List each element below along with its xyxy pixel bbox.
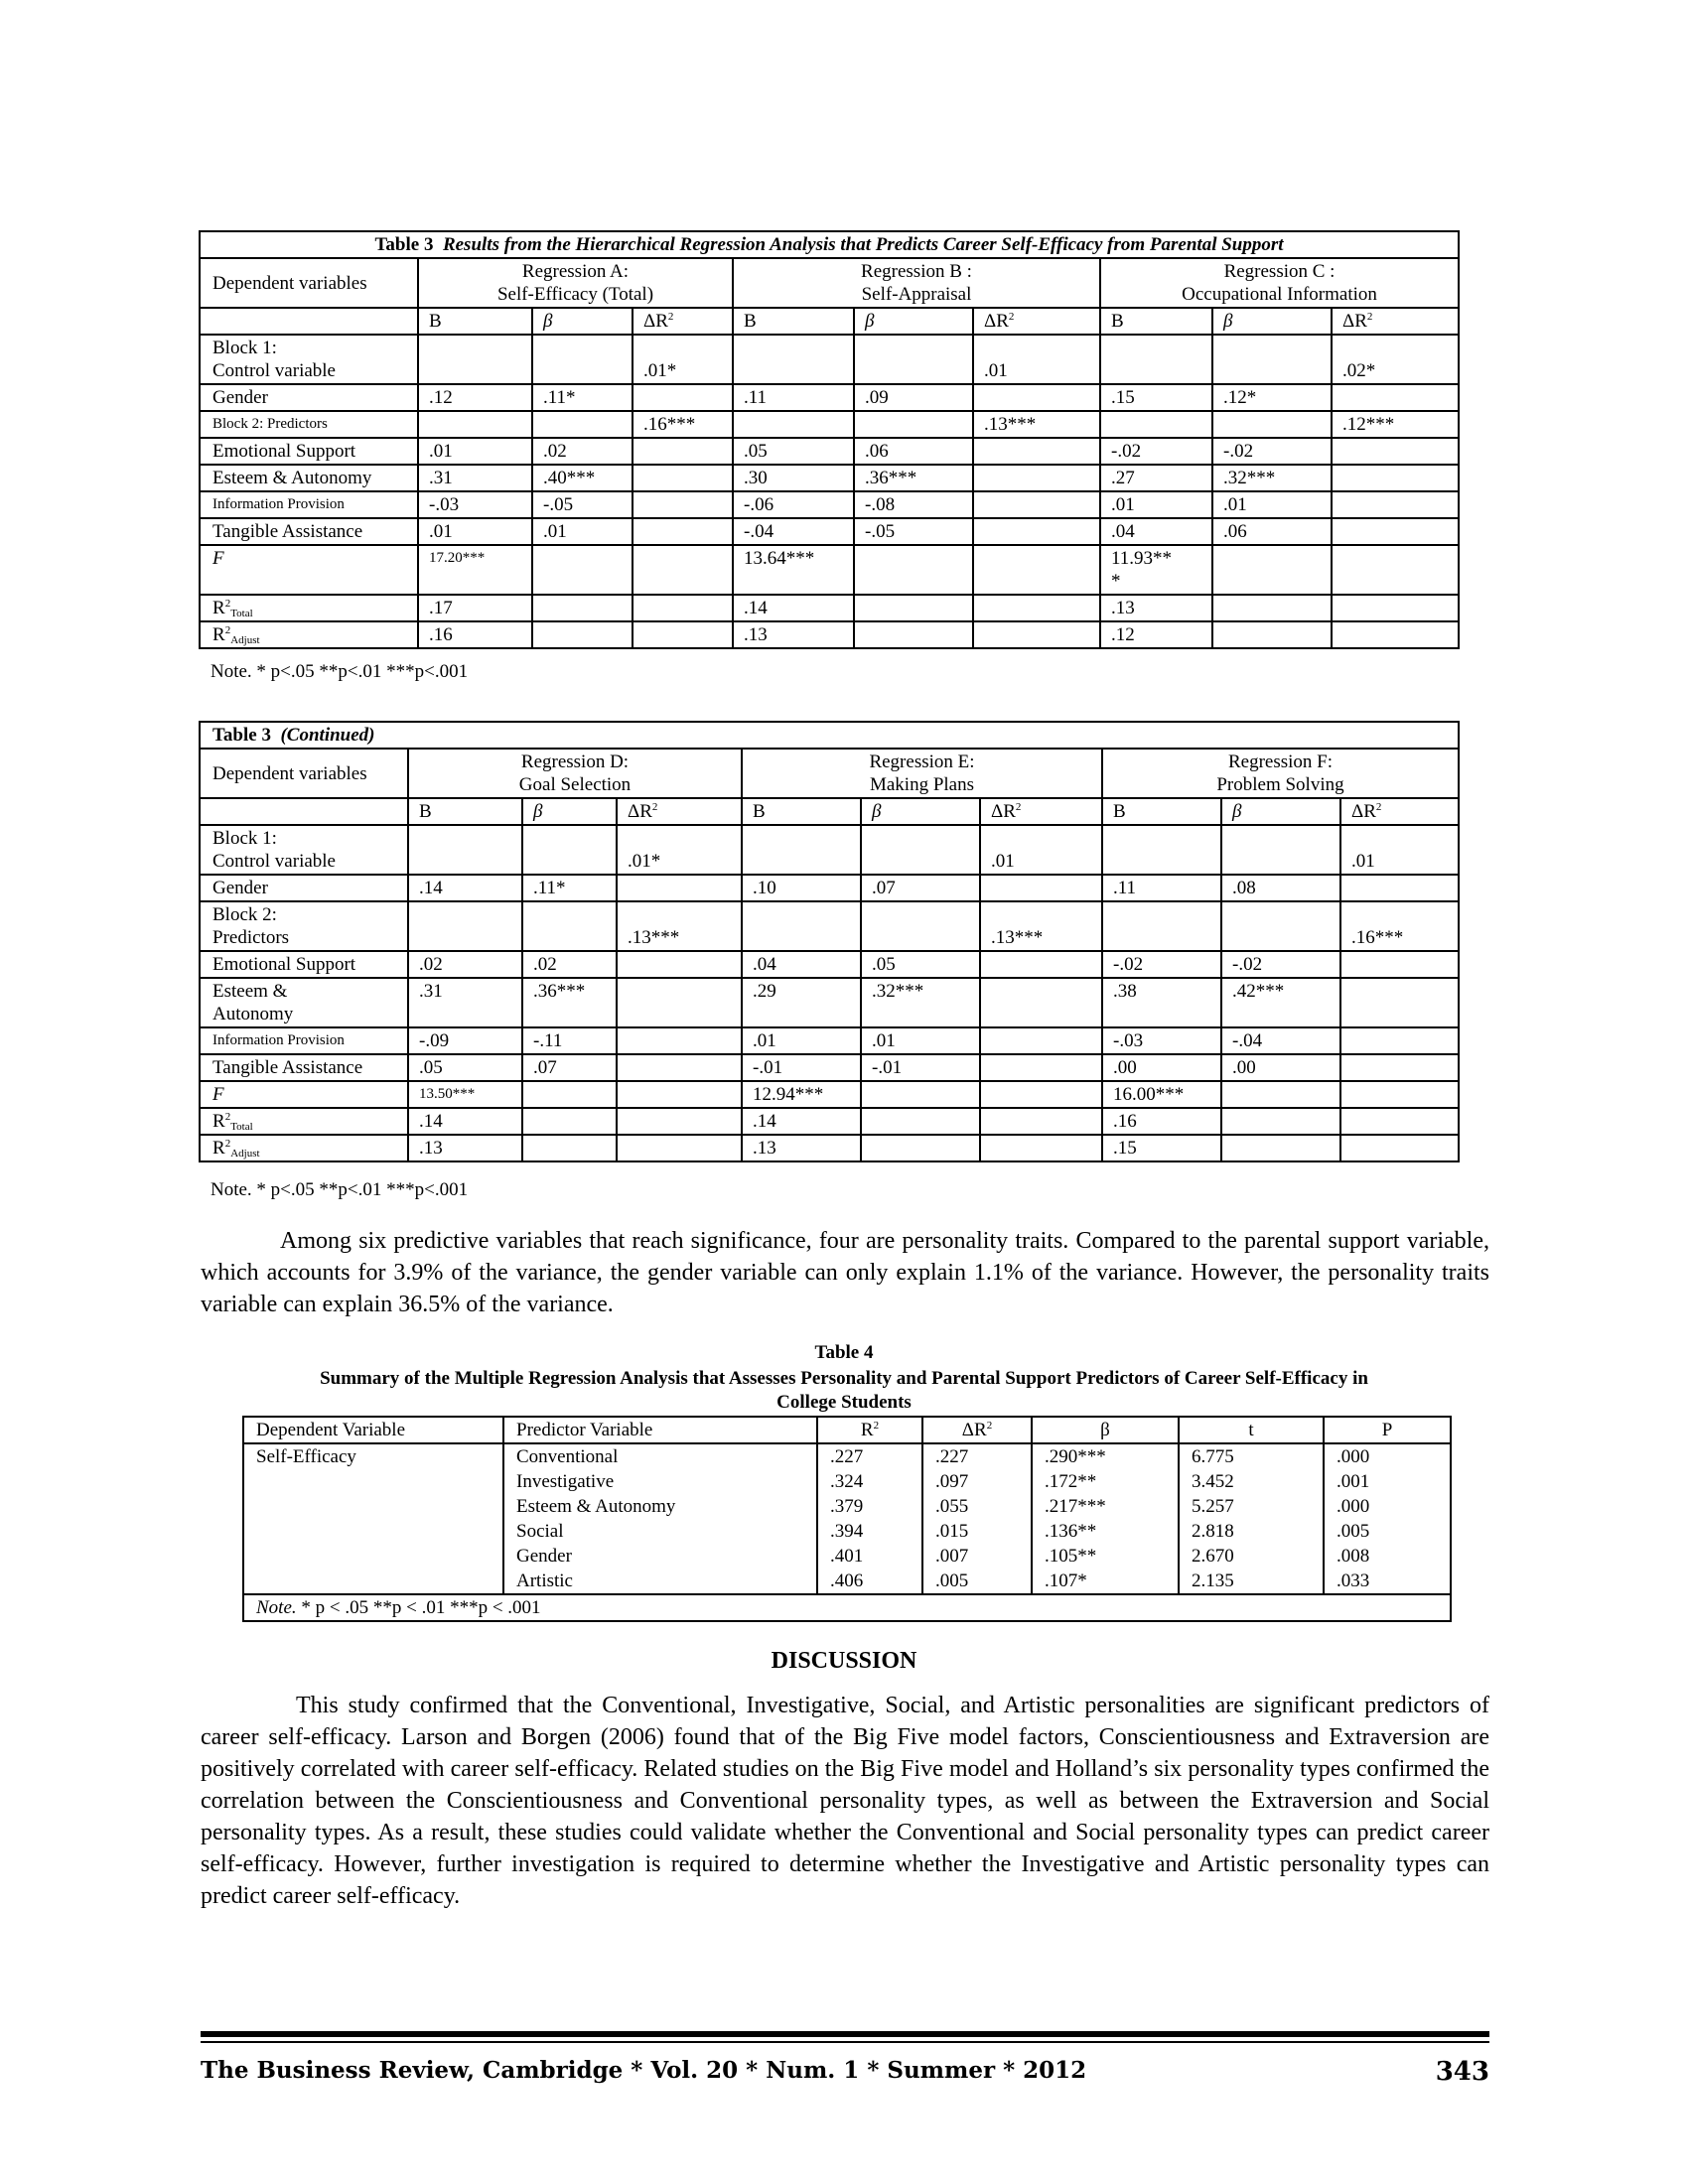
body-paragraph-2: This study confirmed that the Conventional, Investigative, Social, and Artistic personalities are significant predictors of career self-efficacy. Larson and Borgen (2006) found that of the Big Five model factors, Conscientiousness and Extraversion are positively correlated with career self-efficacy. Related studies on the Big Five model and Holland’s six personality types confirmed the correlation between the Conscientiousness and Conventional personality types, as well as between the Extraversion and Social personality types. As a result, these studies could validate whether the Conventional and Social personality types can predict career self-efficacy. However, further investigation is required to determine whether the Investigative and Artistic personality types can predict career self-efficacy.: [201, 1693, 1489, 1909]
row-label: $R^2_{Adjust}$: [200, 1135, 408, 1161]
table-row: Esteem & Autonomy .31 .36*** .29 .32*** .38 .42***: [200, 978, 1459, 1027]
row-label: Emotional Support: [200, 438, 418, 465]
footer-rule-thick: [201, 2031, 1489, 2037]
table-row: Information Provision -.03 -.05 -.06 -.08 .01 .01: [200, 491, 1459, 518]
table-3-continued: [199, 721, 1460, 1162]
table-row: Block 2: Predictors .13*** .13*** .16***: [200, 901, 1459, 951]
table-row: $R^2_{Total}$ .17 .14 .13: [200, 595, 1459, 621]
row-label: $R^2_{Total}$: [200, 595, 418, 621]
page-number: 343: [1435, 2057, 1489, 2087]
col-beta: β: [1032, 1417, 1179, 1443]
table-row: $R^2_{Total}$ .14 .14 .16: [200, 1108, 1459, 1135]
table-3-continued-group-header: [200, 749, 1459, 798]
table-row: Gender .14 .11* .10 .07 .11 .08: [200, 875, 1459, 901]
col-delta-r2: $\Delta R^2$: [617, 798, 742, 825]
footer-rule-thin: [201, 2041, 1489, 2043]
table-row: Emotional Support .02 .02 .04 .05 -.02 -.02: [200, 951, 1459, 978]
col-b: B: [1100, 308, 1212, 335]
table-row: Tangible Assistance .05 .07 -.01 -.01 .00 .00: [200, 1054, 1459, 1081]
row-label: $R^2_{Adjust}$: [200, 621, 418, 648]
row-label: Emotional Support: [200, 951, 408, 978]
table-4: [242, 1416, 1452, 1622]
table-row: Information Provision -.09 -.11 .01 .01 -.03 -.04: [200, 1027, 1459, 1054]
col-b: B: [1102, 798, 1221, 825]
row-label: Block 2: Predictors: [200, 411, 418, 438]
table-3-title: Results from the Hierarchical Regression Analysis that Predicts Career Self-Efficacy from Parental Support: [442, 234, 1284, 255]
table-row: Block 2: Predictors .16*** .13*** .12***: [200, 411, 1459, 438]
row-label: Tangible Assistance: [200, 518, 418, 545]
table-3-continued-note: Note. * p<.05 **p<.01 ***p<.001: [211, 1179, 469, 1200]
table-3-caption-row: [200, 231, 1459, 258]
table-4-label: Table 4: [814, 1342, 874, 1363]
row-label: $R^2_{Total}$: [200, 1108, 408, 1135]
group-header-c: Regression C : Occupational Information: [1100, 258, 1459, 308]
discussion-heading: DISCUSSION: [771, 1648, 917, 1674]
table-row: Block 1: Control variable .01* .01 .01: [200, 825, 1459, 875]
row-label: Esteem & Autonomy: [200, 978, 408, 1027]
table-4-note-row: [243, 1594, 1451, 1621]
table-row: Investigative .324 .097 .172** 3.452 .001: [243, 1469, 1451, 1494]
col-delta-r2: $\Delta R^2$: [633, 308, 733, 335]
col-beta: β: [861, 798, 980, 825]
col-r2: $R^2$: [817, 1417, 922, 1443]
col-dependent-variable: Dependent Variable: [243, 1417, 503, 1443]
col-predictor-variable: Predictor Variable: [503, 1417, 817, 1443]
table-3-note: Note. * p<.05 **p<.01 ***p<.001: [211, 661, 469, 682]
col-b: B: [418, 308, 532, 335]
dependent-variable-cell: Self-Efficacy: [243, 1443, 503, 1469]
col-beta: β: [854, 308, 973, 335]
row-label: Block 1: Control variable: [200, 335, 418, 384]
table-row: $R^2_{Adjust}$ .13 .13 .15: [200, 1135, 1459, 1161]
row-label: Gender: [200, 384, 418, 411]
row-label: Block 2: Predictors: [200, 901, 408, 951]
row-label: Tangible Assistance: [200, 1054, 408, 1081]
body-paragraph-1: Among six predictive variables that reach significance, four are personality traits. Compared to the parental support variable, which accounts for 3.9% of the variance, the gender variable can only explain 1.1% of the variance. However, the personality traits variable can explain 36.5% of the variance.: [201, 1228, 1489, 1317]
row-label: Block 1: Control variable: [200, 825, 408, 875]
dependent-variables-label: Dependent variables: [200, 749, 408, 798]
group-header-a: Regression A: Self-Efficacy (Total): [418, 258, 733, 308]
table-4-note: Note. * p < .05 **p < .01 ***p < .001: [243, 1594, 1451, 1621]
group-header-d: Regression D: Goal Selection: [408, 749, 742, 798]
table-4-header: [243, 1417, 1451, 1443]
table-row: Gender .401 .007 .105** 2.670 .008: [243, 1544, 1451, 1569]
table-3-continued-caption-row: [200, 722, 1459, 749]
col-t: t: [1179, 1417, 1324, 1443]
col-delta-r2: $\Delta R^2$: [973, 308, 1100, 335]
col-b: B: [408, 798, 522, 825]
group-header-e: Regression E: Making Plans: [742, 749, 1102, 798]
table-row: Self-Efficacy Conventional .227 .227 .290*** 6.775 .000: [243, 1443, 1451, 1469]
col-p: P: [1324, 1417, 1451, 1443]
table-row: Block 1: Control variable .01* .01 .02*: [200, 335, 1459, 384]
table-3-continued-caption: Table 3 (Continued): [200, 722, 1459, 749]
table-3-caption: [200, 231, 1459, 258]
table-row: Emotional Support .01 .02 .05 .06 -.02 -.02: [200, 438, 1459, 465]
table-3-column-header: [200, 308, 1459, 335]
table-row: Gender .12 .11* .11 .09 .15 .12*: [200, 384, 1459, 411]
col-b: B: [742, 798, 861, 825]
row-label: F: [200, 1081, 408, 1108]
row-label: Gender: [200, 875, 408, 901]
col-delta-r2: $\Delta R^2$: [980, 798, 1102, 825]
table-row: Esteem & Autonomy .31 .40*** .30 .36*** .27 .32***: [200, 465, 1459, 491]
col-beta: β: [532, 308, 633, 335]
table-3-continued-column-header: [200, 798, 1459, 825]
footer-journal: The Business Review, Cambridge * Vol. 20 * Num. 1 * Summer * 2012: [201, 2057, 1087, 2084]
table-row: F 13.50*** 12.94*** 16.00***: [200, 1081, 1459, 1108]
table-3: [199, 230, 1460, 649]
table-row: Tangible Assistance .01 .01 -.04 -.05 .04 .06: [200, 518, 1459, 545]
row-label: Information Provision: [200, 1027, 408, 1054]
group-header-b: Regression B : Self-Appraisal: [733, 258, 1100, 308]
col-delta-r2: $\Delta R^2$: [1340, 798, 1459, 825]
col-delta-r2: $\Delta R^2$: [1332, 308, 1459, 335]
table-3-group-header: [200, 258, 1459, 308]
row-label: Esteem & Autonomy: [200, 465, 418, 491]
row-label: Information Provision: [200, 491, 418, 518]
row-label: F: [200, 545, 418, 595]
col-b: B: [733, 308, 854, 335]
table-row: Artistic .406 .005 .107* 2.135 .033: [243, 1569, 1451, 1594]
table-row: F 17.20*** 13.64*** 11.93** *: [200, 545, 1459, 595]
table-row: Social .394 .015 .136** 2.818 .005: [243, 1519, 1451, 1544]
dependent-variables-label: Dependent variables: [200, 258, 418, 308]
col-beta: β: [522, 798, 617, 825]
table-row: Esteem & Autonomy .379 .055 .217*** 5.257 .000: [243, 1494, 1451, 1519]
col-beta: β: [1212, 308, 1332, 335]
table-4-title-line-1: Summary of the Multiple Regression Analysis that Assesses Personality and Parental Support Predictors of Career Self-Efficacy in: [320, 1368, 1368, 1389]
col-delta-r2: $\Delta R^2$: [922, 1417, 1032, 1443]
table-row: $R^2_{Adjust}$ .16 .13 .12: [200, 621, 1459, 648]
table-3-label: Table 3: [374, 234, 434, 255]
col-beta: β: [1221, 798, 1340, 825]
table-4-title-line-2: College Students: [776, 1392, 912, 1413]
group-header-f: Regression F: Problem Solving: [1102, 749, 1459, 798]
